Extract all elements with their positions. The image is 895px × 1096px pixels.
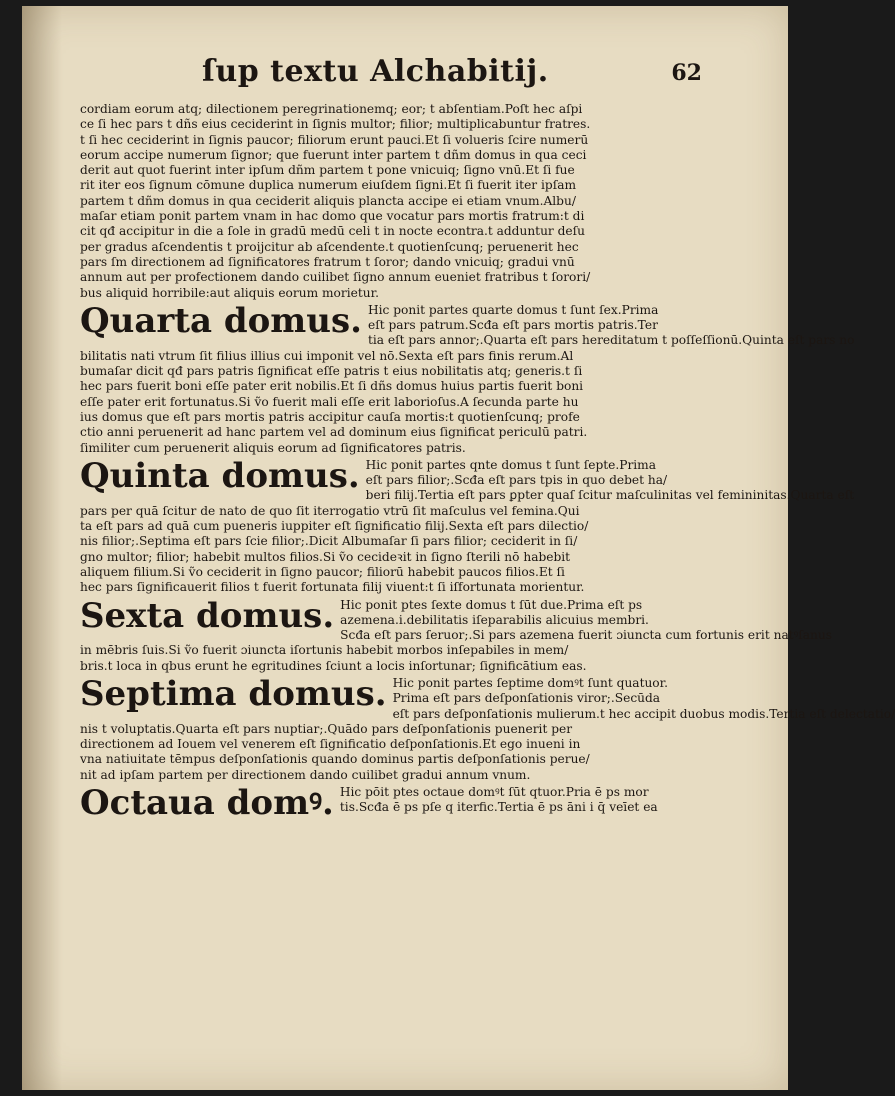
text-line: pars ſm directionem ad ſignificatores fratrum t ſoror; dando vnicuiq; gradui vnū: [80, 254, 575, 269]
section-heading: Sexta domus.: [80, 595, 335, 636]
section-heading: Quarta domus.: [80, 300, 362, 341]
text-line: azemena.i.debilitatis iſeparabilis alicuius membri.: [340, 612, 649, 627]
section-5: [80, 783, 748, 824]
page-number: 62: [671, 60, 702, 86]
text-line: nis t voluptatis.Quarta eſt pars nuptiar;.Quādo pars deſponſationis puenerit per: [80, 721, 573, 736]
running-header: [182, 54, 702, 100]
running-title: ſup textu Alchabitij.: [202, 54, 549, 89]
text-line: partem t dñm domus in qua ceciderit aliquis plancta accipe ei etiam vnum.Albu/: [80, 193, 576, 208]
text-line: rit iter eos ſignum cōmune duplica numerum eiuſdem ſigni.Et ſi fuerit iter ipſam: [80, 178, 577, 193]
text-line: bilitatis nati vtrum ſit filius illius cui imponit vel nō.Sexta eſt pars finis rerum.Al: [80, 348, 574, 363]
text-line: nit ad ipſam partem per directionem dando cuilibet gradui annum vnum.: [80, 767, 531, 782]
book-page: [22, 6, 895, 1090]
text-line: eſſe pater erit fortunatus.Si ṽo fuerit mali eſſe erit laborioſus.A ſecunda parte hu: [80, 394, 579, 409]
text-line: ius domus que eſt pars mortis patris accipitur cauſa mortis:t quotienſcunq; profe: [80, 409, 580, 424]
text-line: bumaſar dicit qđ pars patris ſignificat eſſe patris t eius nobilitatis atq; generis.t ſi: [80, 364, 583, 379]
text-line: gno multor; filior; habebit multos filios.Si ṽo cecideꝛit in ſigno ſterili nō habebit: [80, 549, 571, 564]
text-line: Prima eſt pars deſponſationis viror;.Secūda: [392, 691, 661, 706]
text-line: vna natiuitate tēmpus deſponſationis quando dominus partis deſponſationis perue/: [80, 752, 590, 767]
text-line: t ſi hec ceciderint in ſignis paucor; filiorum erunt pauci.Et ſi volueris ſcire numerū: [80, 132, 589, 147]
section-heading: Quinta domus.: [80, 455, 360, 496]
text-line: per gradus aſcendentis t proijcitur ab aſcendente.t quotienſcunq; peruenerit hec: [80, 239, 579, 254]
text-line: Scđa eſt pars ſeruor;.Si pars azemena fuerit ɔiuncta cum fortunis erit natꝰſanus: [340, 628, 832, 643]
text-line: bris.t loca in qbus erunt he egritudines ſciunt a locis inſortunar; ſignificātium eas.: [80, 658, 587, 673]
text-line: tis.Scđa ē ps pſe q iterfic.Tertia ē ps āni i q̄ veīet ea: [339, 800, 658, 815]
text-line: eſt pars filior;.Scđa eſt pars tpis in quo debet ha/: [365, 473, 668, 488]
text-line: Hic pōit ptes octaue domꝰt ſūt qtuor.Pria ē ps mor: [339, 785, 649, 800]
section-2: [80, 455, 855, 596]
sections-container: [80, 300, 895, 824]
text-line: Hic ponit partes ſeptime domꝰt ſunt quatuor.: [392, 675, 669, 690]
text-line: Hic ponit partes quarte domus t ſunt ſex.Prima: [367, 302, 659, 317]
text-line: ce ſi hec pars t dñs eius ceciderint in ſignis multor; filior; multiplicabuntur fratres.: [80, 117, 591, 132]
text-line: maſar etiam ponit partem vnam in hac domo que vocatur pars mortis fratrum:t di: [80, 209, 585, 224]
text-line: Hic ponit partes qnte domus t ſunt ſepte.Prima: [365, 457, 657, 472]
text-line: eorum accipe numerum ſignor; que fuerunt inter partem t dñm domus in qua ceci: [80, 147, 587, 162]
section-3: [80, 595, 832, 674]
text-line: Hic ponit ptes ſexte domus t ſūt due.Prima eſt ps: [340, 597, 643, 612]
text-body: [80, 102, 895, 824]
text-line: tia eſt pars annor;.Quarta eſt pars hereditatum t poſſeſſionū.Quinta eſt pars no: [367, 333, 855, 348]
page-gutter-shadow: [22, 6, 62, 1090]
text-line: eſt pars deſponſationis mulierum.t hec accipit duobus modis.Tertia eſt delectatio/: [392, 706, 895, 721]
text-line: directionem ad Iouem vel venerem eſt ſignificatio deſponſationis.Et ego inueni in: [80, 737, 581, 752]
text-line: aliquem filium.Si ṽo ceciderit in ſigno paucor; filiorū habebit paucos filios.Et ſi: [80, 564, 565, 579]
text-line: ſimiliter cum peruenerit aliquis eorum ad ſignificatores patris.: [80, 440, 466, 455]
section-heading: Septima domus.: [80, 673, 387, 714]
section-heading: Octaua domꝰ.: [80, 783, 334, 824]
text-line: cit qđ accipitur in die a ſole in gradū medū celi t in nocte econtra.t adduntur deſu: [80, 224, 585, 239]
text-line: derit aut quot fuerint inter ipſum dñm partem t pone vnicuiq; ſigno vnū.Et ſi fue: [80, 163, 575, 178]
text-line: cordiam eorum atq; dilectionem peregrinationemq; eor; t abſentiam.Poſt hec aſpi: [80, 102, 583, 116]
text-line: pars per quā ſcitur de nato de quo ſit iterrogatio vtrū ſit maſculus vel femina.Qui: [80, 503, 580, 518]
intro-paragraph: [80, 102, 748, 301]
section-4: [80, 673, 895, 783]
text-line: in mēbris ſuis.Si ṽo fuerit ɔiuncta iſortunis habebit morbos inſepabiles in mem/: [80, 643, 569, 658]
text-line: ctio anni peruenerit ad hanc partem vel ad dominum eius ſignificat periculū patri.: [80, 425, 588, 440]
text-line: annum aut per profectionem dando cuilibet ſigno annum eueniet fratribus t ſorori/: [80, 270, 591, 285]
section-1: [80, 300, 855, 456]
text-line: nis filior;.Septima eſt pars ſcie filior;.Dicit Albumaſar ſi pars filior; ceciderit in ſi/: [80, 534, 578, 549]
text-line: beri filij.Tertia eſt pars ꝑpter quaſ ſcitur maſculinitas vel femininitas.Quarta eſt: [365, 488, 855, 503]
text-line: eſt pars patrum.Scđa eſt pars mortis patris.Ter: [367, 318, 658, 333]
text-line: hec pars fuerit boni eſſe pater erit nobilis.Et ſi dñs domus huius partis fuerit boni: [80, 379, 584, 394]
text-line: ta eſt pars ad quā cum pueneris iuppiter eſt ſignificatio filij.Sexta eſt pars dilectio/: [80, 519, 589, 534]
text-line: bus aliquid horribile:aut aliquis eorum morietur.: [80, 285, 379, 300]
text-line: hec pars ſignificauerit filios t fuerit fortunata filij viuent:t ſi iſfortunata morientur.: [80, 580, 585, 595]
